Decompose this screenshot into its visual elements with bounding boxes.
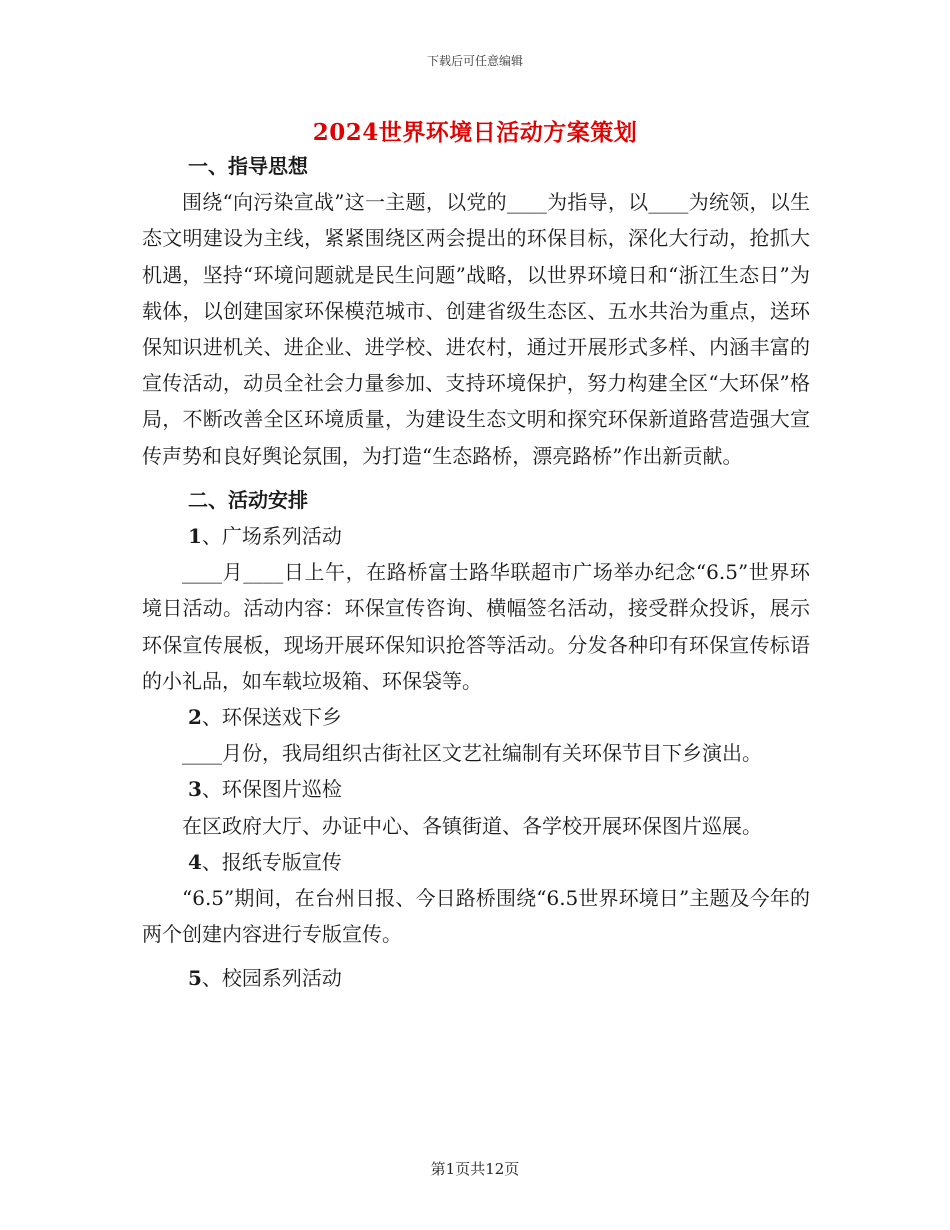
subheading-plaza: 1、广场系列活动 <box>188 524 342 549</box>
paragraph-plaza: ____月____日上午，在路桥富士路华联超市广场举办纪念“6.5”世界环境日活动。活动内容：环保宣传咨询、横幅签名活动，接受群众投诉，展示环保宣传展板，现场开展环保知识抢答等活动。分发各种印有环保宣传标语的小礼品，如车载垃圾箱、环保袋等。 <box>142 560 810 693</box>
subheading-newspaper: 4、报纸专版宣传 <box>188 849 342 874</box>
section-heading-guiding: 一、指导思想 <box>188 154 308 178</box>
section-heading-arrangement: 二、活动安排 <box>188 487 308 512</box>
paragraph-photos: 在区政府大厅、办证中心、各镇街道、各学校开展环保图片巡展。 <box>182 813 762 838</box>
paragraph-newspaper: “6.5”期间，在台州日报、今日路桥围绕“6.5世界环境日”主题及今年的两个创建内容进行专版宣传。 <box>142 886 810 947</box>
subheading-campus: 5、校园系列活动 <box>188 966 342 991</box>
page-header-note: 下载后可任意编辑 <box>426 54 523 68</box>
subheading-opera: 2、环保送戏下乡 <box>188 705 342 730</box>
paragraph-guiding: 围绕“向污染宣战”这一主题，以党的____为指导，以____为统领，以生态文明建设为主线，紧紧围绕区两会提出的环保目标，深化大行动，抢抓大机遇，坚持“环境问题就是民生问题”战略，以世界环境日和“浙江生态日”为载体，以创建国家环保模范城市、创建省级生态区、五水共治为重点，送环保知识进机关、进企业、进学校、进农村，通过开展形式多样、内涵丰富的宣传活动，动员全社会力量参加、支持环境保护，努力构建全区“大环保”格局，不断改善全区环境质量，为建设生态文明和探究环保新道路营造强大宣传声势和良好舆论氛围，为打造“生态路桥，漂亮路桥”作出新贡献。 <box>142 190 810 468</box>
document-title: 2024世界环境日活动方案策划 <box>312 119 638 146</box>
paragraph-opera: ____月份，我局组织古街社区文艺社编制有关环保节目下乡演出。 <box>182 741 762 766</box>
subheading-photos: 3、环保图片巡检 <box>188 777 342 802</box>
document-body <box>142 148 810 997</box>
page-number-footer: 第1页共12页 <box>430 1160 520 1178</box>
